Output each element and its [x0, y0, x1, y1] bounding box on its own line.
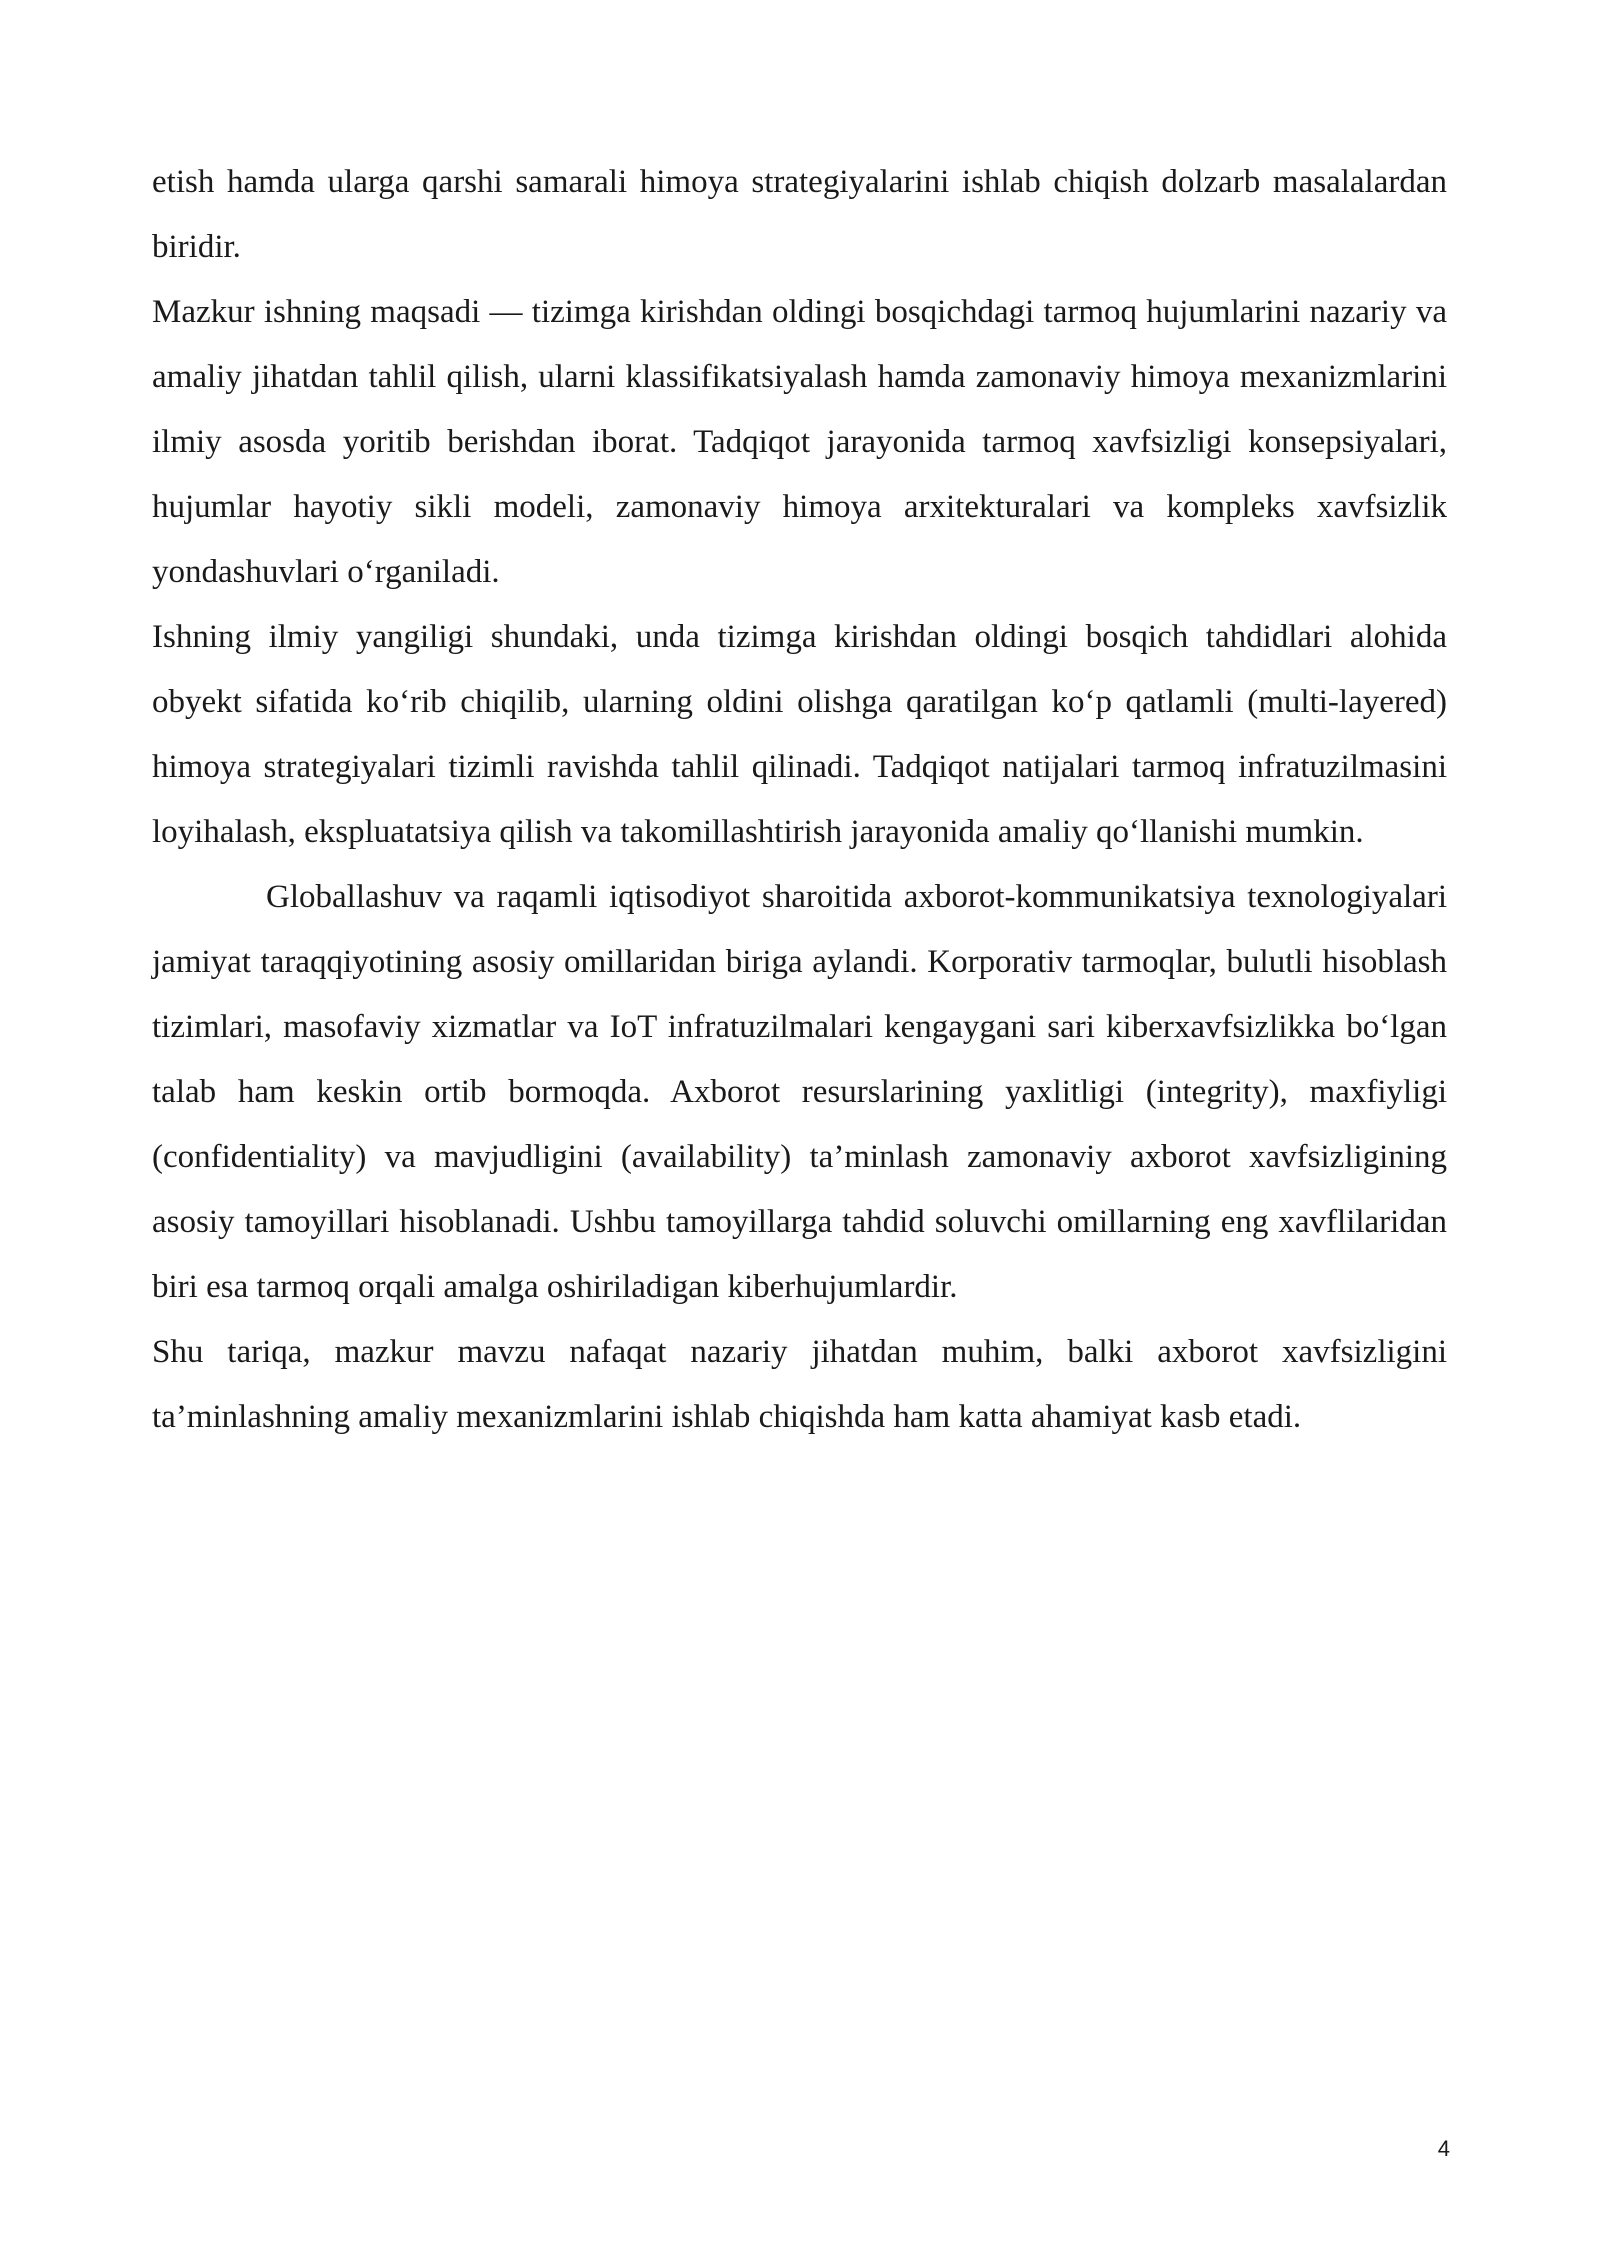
paragraph-novelty: Ishning ilmiy yangiligi shundaki, unda tizimga kirishdan oldingi bosqich tahdidlari alohida obyekt sifatida ko‘rib chiqilib, ularning oldini olishga qaratilgan ko‘p qatlamli (multi-layered) himoya strategiyalari tizimli ravishda tahlil qilinadi. Tadqiqot natijalari tarmoq infratuzilmasini loyihalash, ekspluatatsiya qilish va takomillashtirish jarayonida amaliy qo‘llanishi mumkin. [152, 619, 1447, 850]
paragraph-continuation: etish hamda ularga qarshi samarali himoya strategiyalarini ishlab chiqish dolzarb masalalardan biridir. [152, 164, 1447, 265]
body-text [152, 150, 1447, 1450]
page-number: 4 [1437, 2136, 1450, 2161]
paragraph-globalization: Globallashuv va raqamli iqtisodiyot sharoitida axborot-kommunikatsiya texnologiyalari jamiyat taraqqiyotining asosiy omillaridan biriga aylandi. Korporativ tarmoqlar, bulutli hisoblash tizimlari, masofaviy xizmatlar va IoT infratuzilmalari kengaygani sari kiberxavfsizlikka bo‘lgan talab ham keskin ortib bormoqda. Axborot resurslarining yaxlitligi (integrity), maxfiyligi (confidentiality) va mavjudligini (availability) ta’minlash zamonaviy axborot xavfsizligining asosiy tamoyillari hisoblanadi. Ushbu tamoyillarga tahdid soluvchi omillarning eng xavflilaridan biri esa tarmoq orqali amalga oshiriladigan kiberhujumlardir. [152, 879, 1447, 1305]
paragraph-conclusion: Shu tariqa, mazkur mavzu nafaqat nazariy jihatdan muhim, balki axborot xavfsizligini ta’minlashning amaliy mexanizmlarini ishlab chiqishda ham katta ahamiyat kasb etadi. [152, 1334, 1447, 1435]
paragraph-purpose: Mazkur ishning maqsadi — tizimga kirishdan oldingi bosqichdagi tarmoq hujumlarini nazariy va amaliy jihatdan tahlil qilish, ularni klassifikatsiyalash hamda zamonaviy himoya mexanizmlarini ilmiy asosda yoritib berishdan iborat. Tadqiqot jarayonida tarmoq xavfsizligi konsepsiyalari, hujumlar hayotiy sikli modeli, zamonaviy himoya arxitekturalari va kompleks xavfsizlik yondashuvlari o‘rganiladi. [152, 294, 1447, 590]
